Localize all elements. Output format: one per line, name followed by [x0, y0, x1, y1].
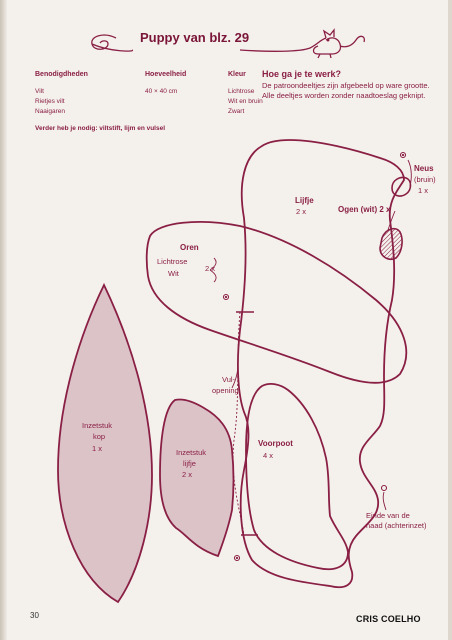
neus-label: Neus: [414, 164, 434, 173]
neus-color: (bruin): [414, 175, 436, 184]
color-header: Kleur: [228, 71, 246, 78]
color-item: Wit en bruin: [228, 98, 263, 105]
inz-lijfje-line2: lijfje: [183, 459, 196, 468]
oren-color2: Wit: [168, 269, 179, 278]
page-number: 30: [30, 611, 39, 620]
instructions-text: De patroondeeltjes zijn afgebeeld op ware grootte. Alle deeltjes worden zonder naadtoeslag geknipt.: [262, 81, 430, 100]
quantity-header: Hoeveelheid: [145, 71, 187, 78]
oren-label: Oren: [180, 243, 199, 252]
naad-label-line2: naad (achterinzet): [366, 521, 427, 530]
neus-count: 1 x: [418, 186, 429, 195]
ogen-piece: [380, 229, 402, 260]
voorpoot-piece: [246, 384, 348, 569]
page-title: Puppy van blz. 29: [140, 30, 250, 45]
inzetstuk-kop-piece: [58, 285, 152, 602]
kop-label-line2: kop: [93, 432, 106, 441]
kop-count: 1 x: [92, 444, 103, 453]
extra-materials: Verder heb je nodig: viltstift, lijm en vulsel: [35, 125, 166, 132]
material-item: Naaigaren: [35, 108, 65, 115]
material-item: Vilt: [35, 88, 44, 95]
quantity-value: 40 × 40 cm: [145, 88, 178, 95]
inzetstuk-lijfje-piece: [160, 399, 234, 556]
inz-lijfje-count: 2 x: [182, 470, 193, 479]
voorpoot-label: Voorpoot: [258, 439, 293, 448]
ogen-label: Ogen (wit) 2 x: [338, 205, 391, 214]
lijfje-label: Lijfje: [295, 196, 314, 205]
kop-label-line1: Inzetstuk: [82, 421, 113, 430]
lijfje-count: 2 x: [296, 207, 307, 216]
color-item: Zwart: [228, 108, 245, 115]
inz-lijfje-line1: Inzetstuk: [176, 448, 207, 457]
voorpoot-count: 4 x: [263, 451, 274, 460]
naad-label-line1: Einde van de: [366, 511, 410, 520]
material-item: Rietjes vilt: [35, 98, 65, 105]
vulopening-line2: opening: [212, 386, 239, 395]
vulopening-line1: Vul-: [222, 375, 236, 384]
oren-count: 2 x: [205, 264, 216, 273]
color-item: Lichtrose: [228, 88, 255, 95]
oren-color1: Lichtrose: [157, 257, 188, 266]
instructions-heading: Hoe ga je te werk?: [262, 69, 342, 79]
materials-header: Benodigdheden: [35, 71, 88, 78]
image-credit: CRIS COELHO: [356, 614, 421, 624]
